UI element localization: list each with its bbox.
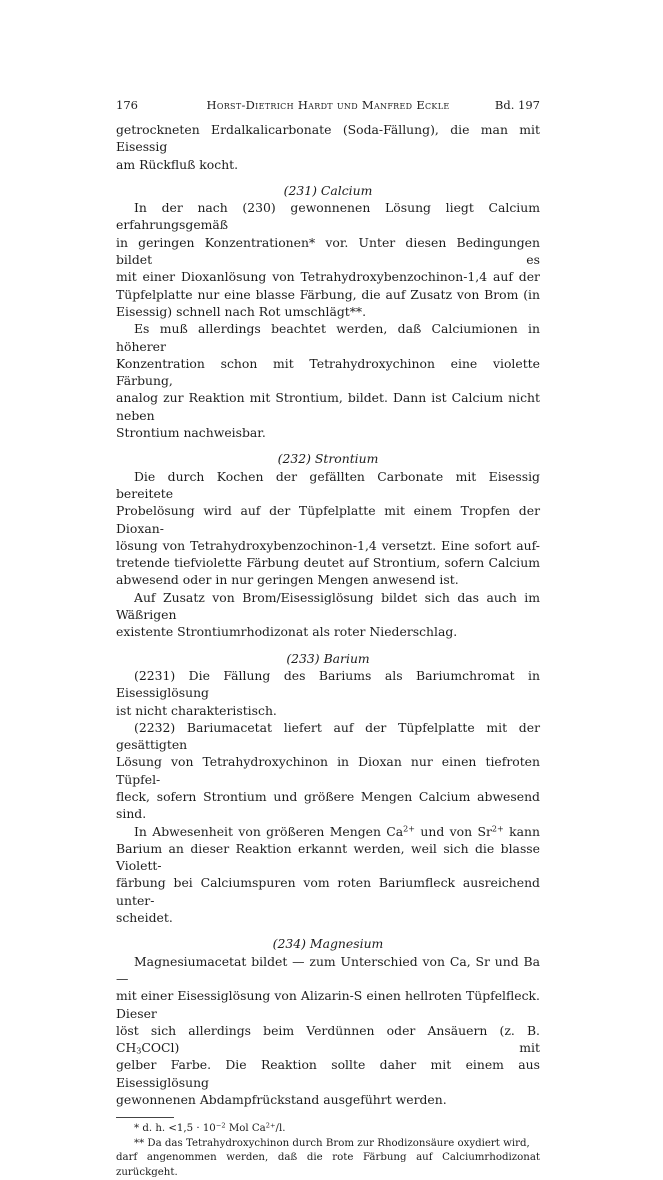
page-number: 176 <box>116 98 138 112</box>
footnote-2 <box>116 1137 540 1180</box>
section-heading-strontium: (232) Strontium <box>277 451 379 467</box>
superscript: −2 <box>215 1121 226 1130</box>
body-line: (2231) Die Fällung des Bariums als Bariumchromat in Eisessiglösung <box>116 667 540 701</box>
article-body <box>116 121 540 1180</box>
body-line <box>116 1022 540 1057</box>
body-line: Barium an dieser Reaktion erkannt werden, weil sich die blasse Violett- <box>116 840 540 874</box>
paragraph <box>116 667 540 719</box>
superscript: 2+ <box>491 824 504 834</box>
body-line: abwesend oder in nur geringen Mengen anwesend ist. <box>116 572 459 588</box>
paragraph <box>116 719 540 823</box>
body-line: existente Strontiumrhodizonat als roter Niederschlag. <box>116 624 458 640</box>
paragraph <box>116 589 540 641</box>
body-line: Tüpfelplatte nur eine blasse Färbung, die auf Zusatz von Brom (in <box>116 286 540 302</box>
body-line: mit einer Dioxanlösung von Tetrahydroxybenzochinon-1,4 auf der <box>116 269 540 285</box>
paragraph <box>116 468 540 589</box>
superscript: 2+ <box>265 1121 276 1130</box>
body-line <box>116 823 540 840</box>
body-line: tretende tiefviolette Färbung deutet auf Strontium, sofern Calcium <box>116 555 540 571</box>
body-line: mit einer Eisessiglösung von Alizarin-S einen hellroten Tüpfelfleck. Dieser <box>116 988 540 1021</box>
paragraph <box>116 823 540 927</box>
paragraph <box>116 953 540 1109</box>
text-segment: darf angenommen werden, daß die rote Färbung auf Calciumrhodizonat zurückgeht. <box>116 1152 540 1178</box>
footnote-1 <box>116 1122 540 1137</box>
superscript: 2+ <box>403 824 416 834</box>
body-line: ist nicht charakteristisch. <box>116 702 277 718</box>
text-segment: kann <box>503 823 541 839</box>
text-segment: COCl) mit <box>141 1040 540 1056</box>
body-line: fleck, sofern Strontium und größere Mengen Calcium abwesend sind. <box>116 788 540 822</box>
text-segment: In Abwesenheit von größeren Mengen Ca <box>134 823 404 839</box>
text-segment: /l. <box>275 1123 286 1135</box>
body-line: Eisessig) schnell nach Rot umschlägt**. <box>116 303 367 319</box>
body-line: getrockneten Erdalkalicarbonate (Soda-Fällung), die man mit Eisessig <box>116 122 540 155</box>
body-line: In der nach (230) gewonnenen Lösung liegt Calcium erfahrungsgemäß <box>116 200 540 233</box>
body-line: gelber Farbe. Die Reaktion sollte daher mit einem aus Eisessiglösung <box>116 1057 540 1090</box>
text-segment: ** Da das Tetrahydroxychinon durch Brom zur Rhodizonsäure oxydiert wird, <box>134 1137 530 1149</box>
body-line: scheidet. <box>116 910 173 926</box>
body-line: Lösung von Tetrahydroxychinon in Dioxan nur einen tiefroten Tüpfel- <box>116 754 540 787</box>
body-line: Konzentration schon mit Tetrahydroxychinon eine violette Färbung, <box>116 355 540 389</box>
text-segment: löst sich allerdings beim Verdünnen oder Ansäuern (z. B. CH <box>116 1022 540 1056</box>
body-line: Auf Zusatz von Brom/Eisessiglösung bildet sich das auch im Wäßrigen <box>116 589 540 623</box>
text-segment: * d. h. <1,5 · 10 <box>134 1123 216 1135</box>
body-line: Es muß allerdings beachtet werden, daß Calciumionen in höherer <box>116 321 540 354</box>
footnote-rule <box>116 1117 174 1118</box>
body-line: gewonnenen Abdampfrückstand ausgeführt werden. <box>116 1092 447 1108</box>
body-line: in geringen Konzentrationen* vor. Unter diesen Bedingungen bildet es <box>116 234 540 268</box>
section-heading-calcium: (231) Calcium <box>283 182 373 198</box>
body-line: färbung bei Calciumspuren vom roten Bariumfleck ausreichend unter- <box>116 875 540 908</box>
body-line: am Rückfluß kocht. <box>116 156 239 172</box>
body-line: Die durch Kochen der gefällten Carbonate mit Eisessig bereitete <box>116 468 540 501</box>
subscript: 3 <box>136 1046 142 1056</box>
body-line: lösung von Tetrahydroxybenzochinon-1,4 versetzt. Eine sofort auf- <box>116 537 540 553</box>
body-line: (2232) Bariumacetat liefert auf der Tüpfelplatte mit der gesättigten <box>116 719 540 753</box>
running-title: Horst-Dietrich Hardt und Manfred Eckle <box>206 98 450 112</box>
text-segment: und von Sr <box>415 823 492 839</box>
body-line: Probelösung wird auf der Tüpfelplatte mit einem Tropfen der Dioxan- <box>116 503 540 536</box>
section-heading-barium: (233) Barium <box>286 650 370 666</box>
text-segment: Mol Ca <box>225 1123 266 1135</box>
paragraph <box>116 199 540 320</box>
paragraph <box>116 320 540 441</box>
body-line: Strontium nachweisbar. <box>116 425 266 441</box>
volume-label: Bd. 197 <box>494 98 540 112</box>
body-line: analog zur Reaktion mit Strontium, bildet. Dann ist Calcium nicht neben <box>116 390 540 423</box>
body-line: Magnesiumacetat bildet — zum Unterschied von Ca, Sr und Ba — <box>116 953 540 986</box>
running-header <box>116 98 540 114</box>
section-heading-magnesium: (234) Magnesium <box>272 936 384 952</box>
